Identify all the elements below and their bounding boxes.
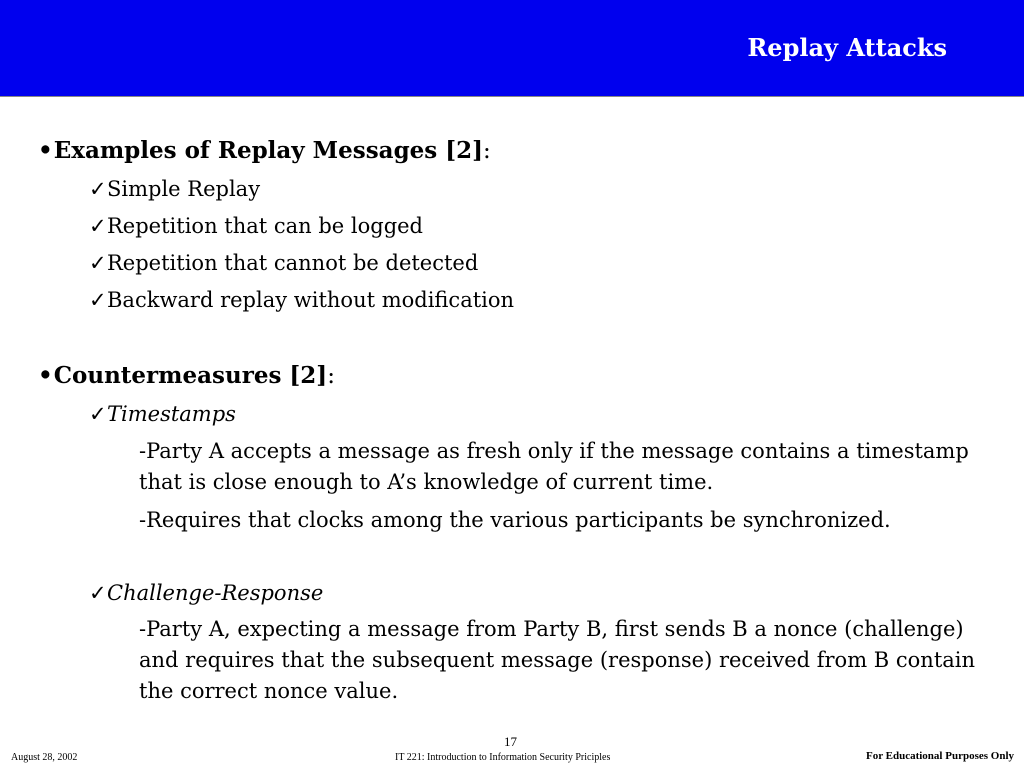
check-icon: ✓ — [89, 288, 107, 312]
list-item-text: Timestamps — [107, 402, 236, 426]
check-icon: ✓ — [89, 177, 107, 201]
list-item-text: Challenge-Response — [107, 581, 324, 605]
page-number: 17 — [504, 734, 517, 749]
section-heading-examples — [38, 138, 491, 164]
header-bar — [0, 0, 1024, 96]
list-item-text: Repetition that cannot be detected — [107, 251, 479, 275]
list-item-timestamps — [89, 401, 236, 427]
list-item — [89, 287, 514, 313]
timestamps-paragraph-2: -Requires that clocks among the various participants be synchronized. — [139, 508, 891, 532]
list-item — [89, 176, 260, 202]
section-heading-text: Countermeasures [2] — [53, 362, 328, 389]
check-icon: ✓ — [89, 581, 107, 605]
section-heading-countermeasures — [38, 363, 335, 389]
heading-colon: : — [327, 363, 335, 389]
bullet-icon: • — [38, 362, 53, 389]
list-item-text: Simple Replay — [107, 177, 261, 201]
bullet-icon: • — [38, 137, 53, 164]
list-item-text: Backward replay without modification — [107, 288, 515, 312]
section-heading-text: Examples of Replay Messages [2] — [53, 137, 484, 164]
check-icon: ✓ — [89, 214, 107, 238]
check-icon: ✓ — [89, 251, 107, 275]
timestamps-paragraph-1: -Party A accepts a message as fresh only if the message contains a timestamp that is close enough to A’s knowledge of current time. — [139, 439, 969, 494]
footer-notice: For Educational Purposes Only — [865, 750, 1014, 762]
header-divider — [0, 96, 1024, 97]
list-item-text: Repetition that can be logged — [107, 214, 424, 238]
slide-title: Replay Attacks — [747, 33, 947, 62]
footer-date: August 28, 2002 — [11, 752, 78, 763]
check-icon: ✓ — [89, 402, 107, 426]
list-item — [89, 250, 478, 276]
footer-course: IT 221: Introduction to Information Security Priciples — [395, 752, 611, 763]
list-item — [89, 213, 423, 239]
challenge-paragraph: -Party A, expecting a message from Party B, first sends B a nonce (challenge) and requires that the subsequent message (response) received from B contain the correct nonce value. — [139, 617, 976, 703]
list-item-challenge-response — [89, 580, 323, 606]
heading-colon: : — [483, 138, 491, 164]
